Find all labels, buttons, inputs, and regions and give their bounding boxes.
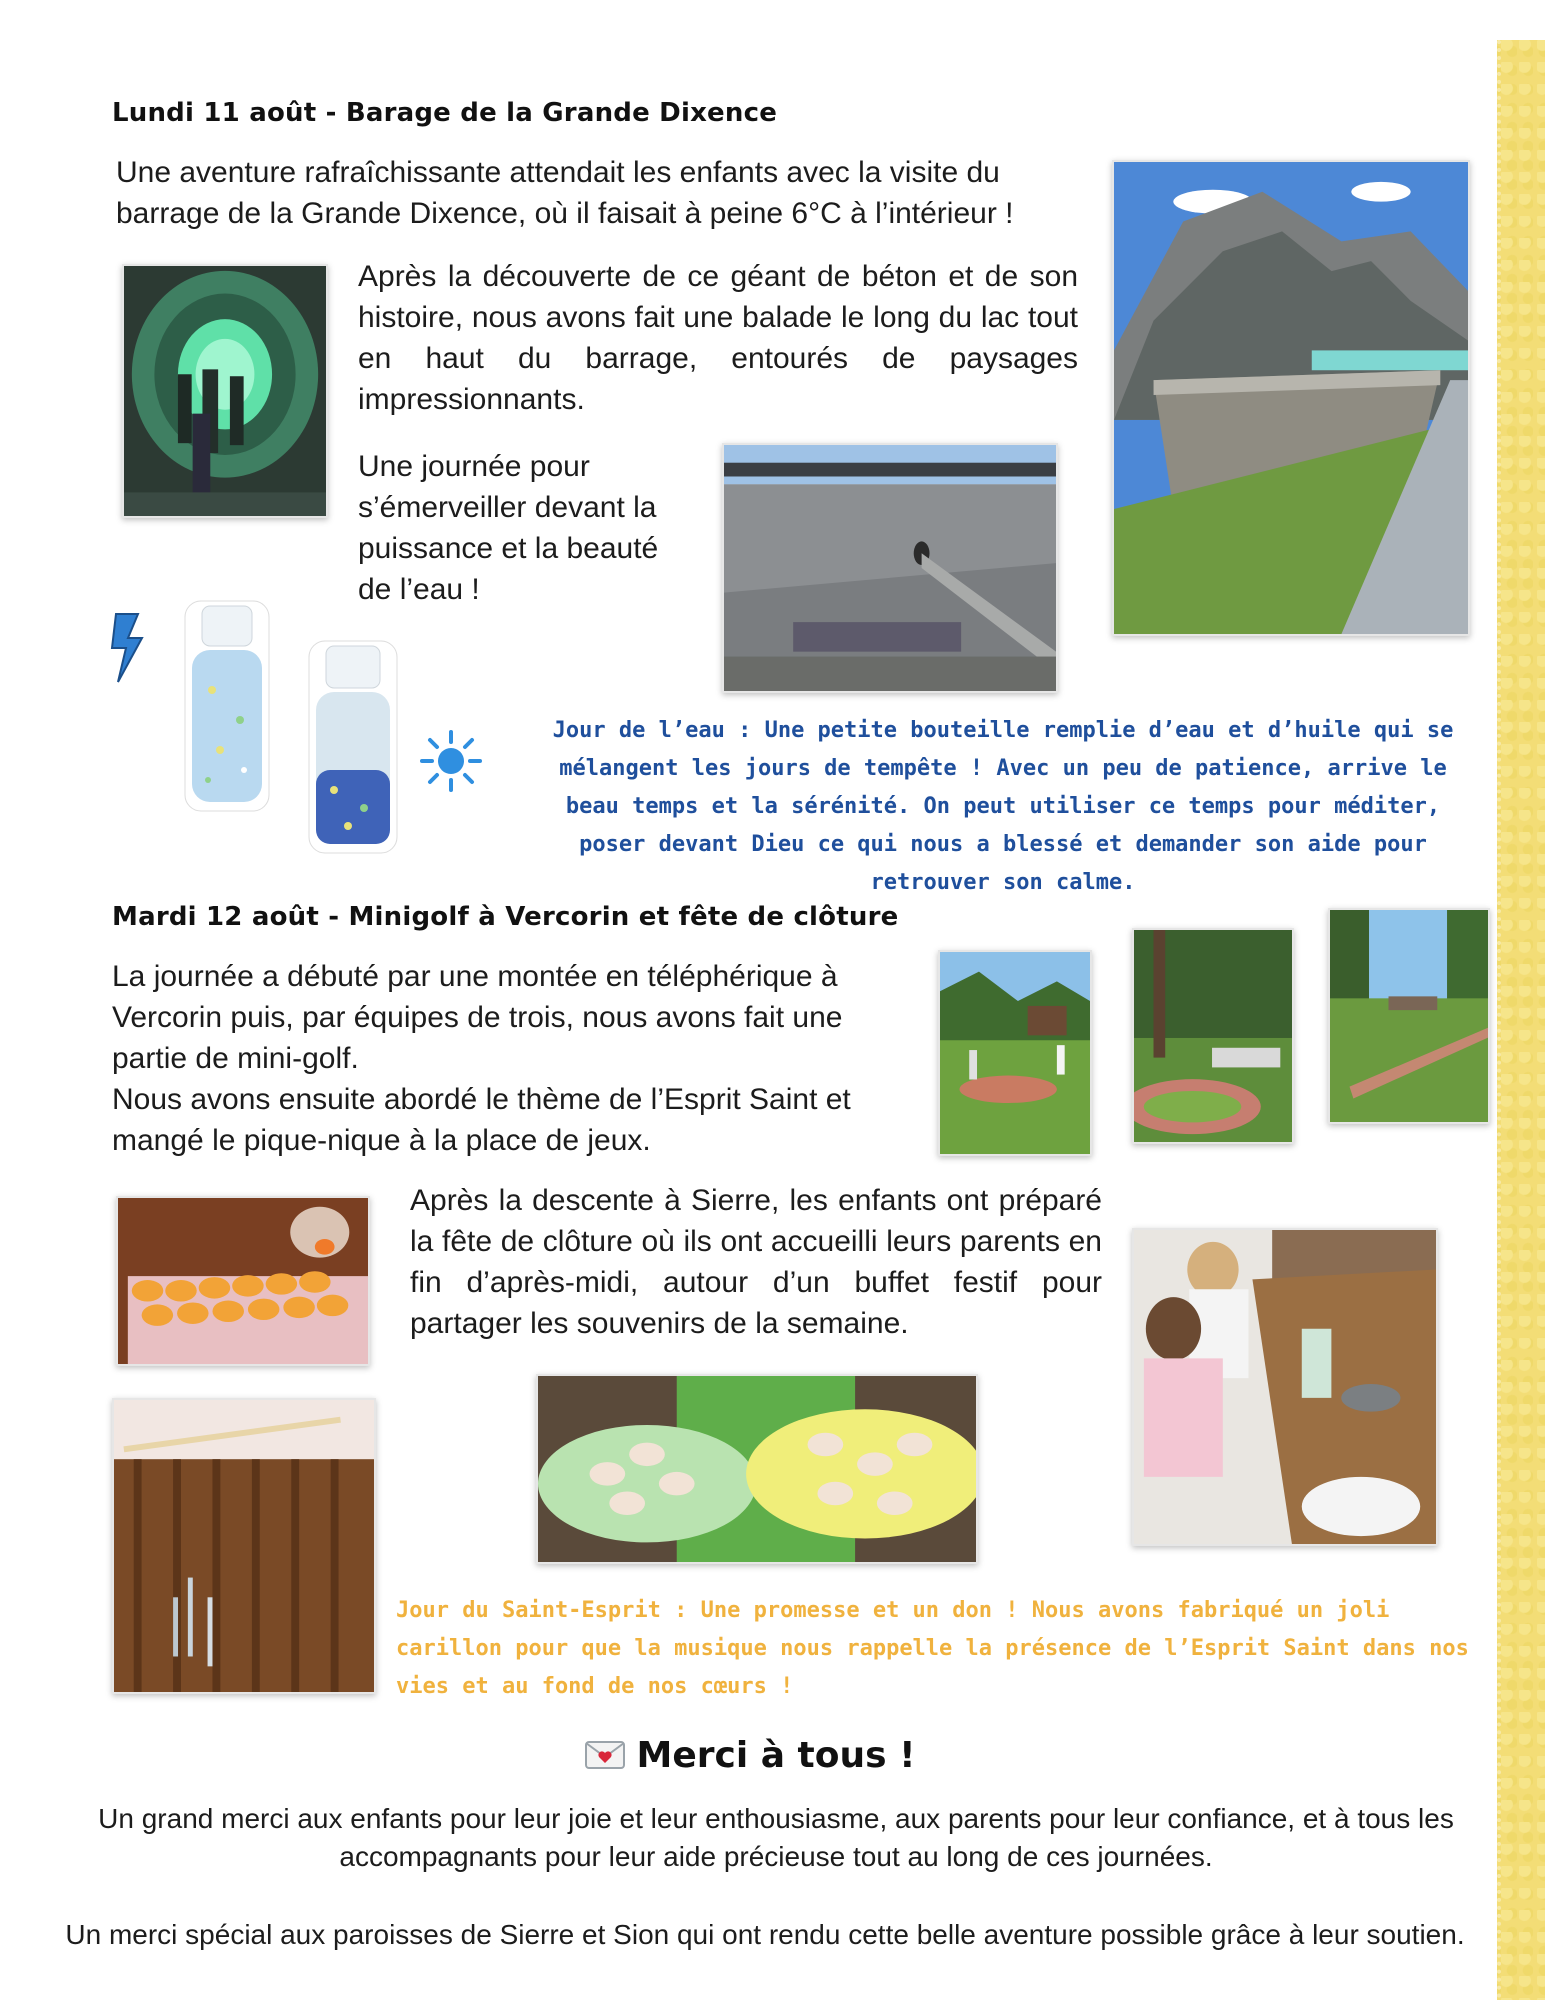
water-bottle-icon xyxy=(184,600,270,812)
section1-water-day-note: Jour de l’eau : Une petite bouteille remplie d’eau et d’huile qui se mélangent les jours de tempête ! Avec un peu de patience, arrive le beau temps et la sérénité. On peut utiliser ce temps pour méditer, poser devant Dieu ce qui nous a blessé et demander son aide pour retrouver son calme. xyxy=(552,718,1454,895)
thanks-line2: Un merci spécial aux paroisses de Sierre et Sion qui ont rendu cette belle aventure possible grâce à leur soutien. xyxy=(65,1919,1465,1950)
photo-wind-chime xyxy=(112,1398,376,1694)
section1-heading: Lundi 11 août - Barage de la Grande Dixence xyxy=(112,98,778,128)
section1-intro: Une aventure rafraîchissante attendait les enfants avec la visite du barrage de la Grande Dixence, où il faisait à peine 6°C à l’intérieur ! xyxy=(116,156,1014,230)
section2-body: Après la descente à Sierre, les enfants ont préparé la fête de clôture où ils ont accueilli leurs parents en fin d’après-midi, autour d’un buffet festif pour partager les souvenirs de la semaine. xyxy=(410,1184,1102,1340)
section2-intro xyxy=(112,956,902,1161)
photo-cupcakes xyxy=(116,1196,370,1366)
photo-minigolf-3 xyxy=(1328,908,1490,1124)
section2-holy-spirit-note: Jour du Saint-Esprit : Une promesse et un don ! Nous avons fabriqué un joli carillon pour que la musique nous rappelle la présence de l’Esprit Saint dans nos vies et au fond de nos cœurs ! xyxy=(396,1598,1469,1699)
oil-water-bottle-icon xyxy=(308,640,398,854)
decorative-edge-strip xyxy=(1497,40,1545,2000)
section2-intro2-line: Nous avons ensuite abordé le thème de l’Esprit Saint et mangé le pique-nique à la place de jeux. xyxy=(112,1083,851,1157)
section2-heading: Mardi 12 août - Minigolf à Vercorin et fête de clôture xyxy=(112,902,899,932)
thanks-title xyxy=(0,1735,1500,1776)
section2-intro-line: La journée a débuté par une montée en téléphérique à Vercorin puis, par équipes de trois, nous avons fait une partie de mini-golf. xyxy=(112,960,843,1075)
sun-icon xyxy=(420,730,482,792)
photo-children-baking xyxy=(1132,1228,1438,1546)
envelope-heart-icon xyxy=(585,1741,625,1769)
photo-minigolf-1 xyxy=(938,950,1092,1156)
thanks-title-text: Merci à tous ! xyxy=(636,1735,916,1776)
section1-body1: Après la découverte de ce géant de béton et de son histoire, nous avons fait une balade le long du lac tout en haut du barrage, entourés de paysages impressionnants. xyxy=(358,260,1078,416)
photo-wraps-plates xyxy=(536,1374,978,1564)
photo-minigolf-2 xyxy=(1132,928,1294,1144)
photo-grande-dixence-dam xyxy=(1112,160,1470,636)
photo-tunnel xyxy=(122,264,328,518)
thanks-line1: Un grand merci aux enfants pour leur joie et leur enthousiasme, aux parents pour leur confiance, et à tous les accompagnants pour leur aide précieuse tout au long de ces journées. xyxy=(98,1803,1454,1872)
photo-dam-wall-group xyxy=(722,443,1058,693)
section1-body2: Une journée pour s’émerveiller devant la puissance et la beauté de l’eau ! xyxy=(358,450,659,606)
lightning-icon xyxy=(108,612,150,684)
